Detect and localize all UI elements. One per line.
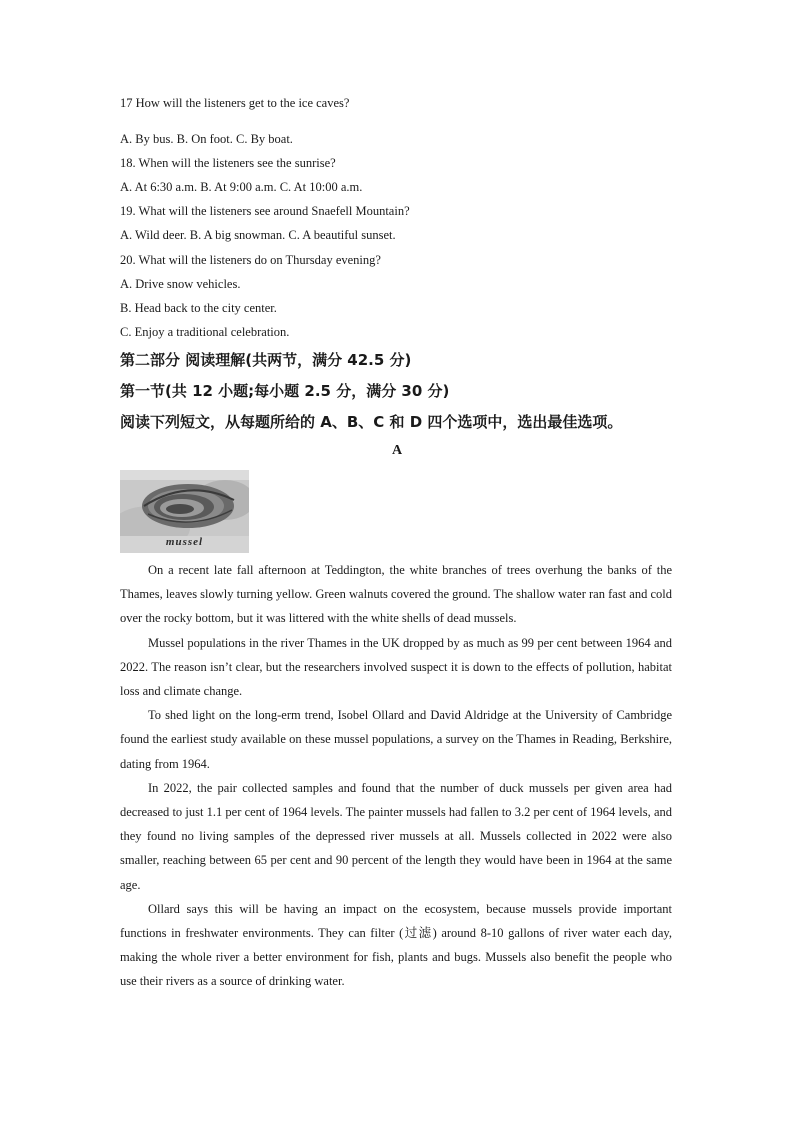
passage-paragraph-5: Ollard says this will be having an impact on the ecosystem, because mussels provide important functions in freshwater environments. They can filter (过滤) around 8-10 gallons of river water each day, making the whole river a better environment for fish, plants and bugs. Mussels also benefit the people who use their rivers as a source of drinking water. (120, 901, 672, 989)
instruction: 阅读下列短文，从每题所给的 A、B、C 和 D 四个选项中，选出最佳选项。 (120, 413, 623, 431)
question-20-option-c: C. Enjoy a traditional celebration. (120, 325, 290, 339)
part-title: 第二部分 阅读理解(共两节，满分 42.5 分) (120, 351, 412, 369)
question-20-option-a: A. Drive snow vehicles. (120, 277, 241, 291)
question-17-stem: 17 How will the listeners get to the ice caves? (120, 96, 350, 110)
question-17-options: A. By bus. B. On foot. C. By boat. (120, 132, 293, 146)
question-20-stem: 20. What will the listeners do on Thursday evening? (120, 253, 381, 267)
passage-label: A (391, 443, 403, 458)
passage-paragraph-2: Mussel populations in the river Thames in the UK dropped by as much as 99 per cent between 1964 and 2022. The reason isn’t clear, but the researchers involved suspect it is down to the effects of pollution, habitat loss and climate change. (120, 635, 672, 699)
passage-body (120, 558, 672, 994)
passage-paragraph-3: To shed light on the long-erm trend, Isobel Ollard and David Aldridge at the University of Cambridge found the earliest study available on these mussel populations, a survey on the Thames in Reading, Berkshire, dating from 1964. (120, 708, 672, 771)
question-20-option-b: B. Head back to the city center. (120, 301, 277, 315)
figure-caption: mussel (165, 536, 204, 548)
question-19-options: A. Wild deer. B. A big snowman. C. A beautiful sunset. (120, 228, 396, 242)
question-18-options: A. At 6:30 a.m. B. At 9:00 a.m. C. At 10:00 a.m. (120, 180, 363, 194)
mussel-photo (120, 470, 249, 553)
subsection-title: 第一节(共 12 小题;每小题 2.5 分，满分 30 分) (120, 382, 450, 400)
question-19-stem: 19. What will the listeners see around Snaefell Mountain? (120, 204, 410, 218)
passage-paragraph-1: On a recent late fall afternoon at Teddington, the white branches of trees overhung the banks of the Thames, leaves slowly turning yellow. Green walnuts covered the ground. The shallow water ran fast and cold over the rocky bottom, but it was littered with the white shells of dead mussels. (120, 563, 672, 626)
passage-paragraph-4: In 2022, the pair collected samples and found that the number of duck mussels per given area had decreased to just 1.1 per cent of 1964 levels. The painter mussels had fallen to 3.2 per cent of 1964 levels, and they found no living samples of the depressed river mussels at all. Mussels collected in 2022 were also smaller, reaching between 65 per cent and 90 percent of the length they would have been in 1964 at the same age. (120, 780, 672, 892)
question-18-stem: 18. When will the listeners see the sunrise? (120, 156, 336, 170)
